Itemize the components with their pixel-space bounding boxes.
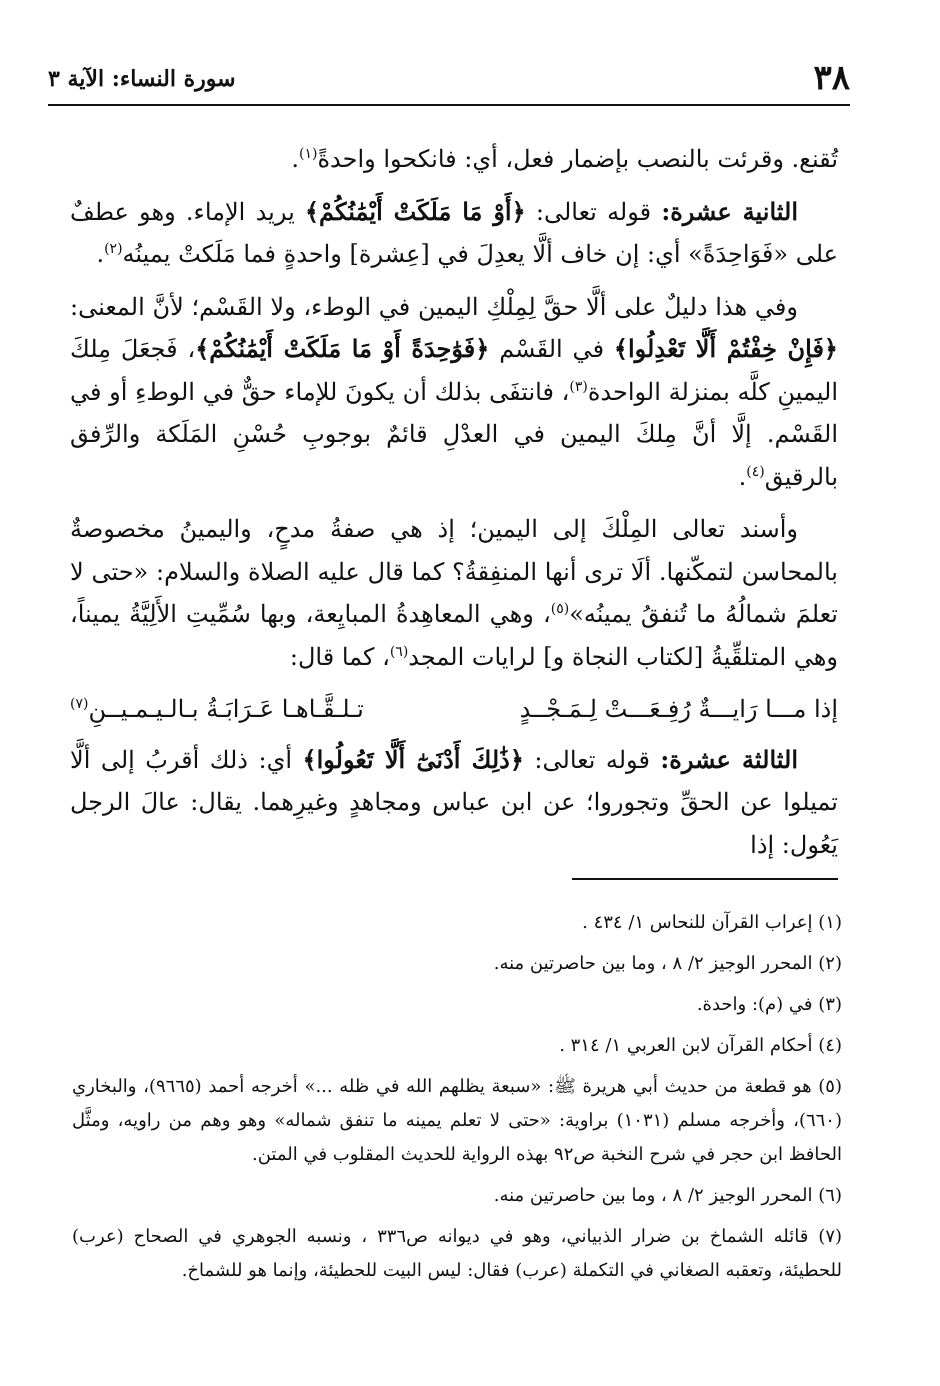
paragraph-1 bbox=[70, 138, 838, 181]
verse-second-hemistich bbox=[70, 688, 364, 731]
page-header bbox=[48, 58, 850, 106]
footnote-ref: (٢) bbox=[104, 241, 123, 257]
footnotes bbox=[72, 906, 842, 1295]
footnote-2: (٢) المحرر الوجيز ٢/ ٨ ، وما بين حاصرتين منه. bbox=[493, 953, 842, 974]
footnote-6: (٦) المحرر الوجيز ٢/ ٨ ، وما بين حاصرتين منه. bbox=[493, 1185, 842, 1206]
footnote-5: (٥) هو قطعة من حديث أبي هريرة ﷺ: «سبعة يظلهم الله في ظله ...» أخرجه أحمد (٩٦٦٥)، والبخاري (٦٦٠)، وأخرجه مسلم (١٠٣١) براوية: «حتى لا تعلم يمينه ما تنفق شماله» وهو وهم من راويه، ومثَّل الحافظ ابن حجر في شرح النخبة ص٩٢ بهذه الرواية للحديث المقلوب في المتن. bbox=[72, 1076, 843, 1165]
verse-first-hemistich: إذا مـــا رَايـــةٌ رُفِـعَـــتْ لِـمَـجْــدٍ bbox=[519, 695, 838, 723]
footnote-1: (١) إعراب القرآن للنحاس ١/ ٤٣٤ . bbox=[582, 912, 842, 933]
running-title: سورة النساء: الآية ٣ bbox=[48, 66, 236, 92]
text-segment: ، فَجعَلَ مِلكَ اليمينِ كلَّه بمنزلة الواحدة bbox=[70, 335, 838, 406]
paragraph-5 bbox=[70, 739, 838, 867]
text-segment: تـلـقَّـاهـا عَـرَابَـةُ بـالـيـمـيــنِ bbox=[88, 695, 364, 723]
footnote-divider bbox=[572, 878, 838, 880]
text-segment: ، وهي المعاهِدةُ المبايِعة، وبها سُمِّيتِ الأَلِيَّةُ يميناً، وهي المتلقِّيةُ [لكتاب النجاة و] لرايات المجد bbox=[70, 600, 838, 671]
quran-quote: ﴿ذَٰلِكَ أَدْنَىٰٓ أَلَّا تَعُولُوا﴾ bbox=[302, 744, 524, 774]
text-segment: أي: ذلك أقربُ إلى ألَّا تميلوا عن الحقِّ وتجوروا؛ عن ابن عباس ومجاهدٍ وغيرِهما. يقال: عالَ الرجل يَعُول: إذا bbox=[70, 745, 838, 859]
section-heading: الثانية عشرة: bbox=[661, 196, 798, 226]
paragraph-2 bbox=[70, 191, 838, 276]
section-heading: الثالثة عشرة: bbox=[660, 744, 798, 774]
text-segment: يريد الإماء. وهو عطفٌ على «فَوَاحِدَةً» أي: إن خاف ألَّا يعدِلَ في [عِشرة] واحدةٍ فما مَلَكتْ يمينُه bbox=[70, 197, 838, 268]
text-segment: . bbox=[291, 145, 299, 173]
page-number: ٣٨ bbox=[813, 58, 850, 98]
footnote-4: (٤) أحكام القرآن لابن العربي ١/ ٣١٤ . bbox=[559, 1035, 842, 1056]
paragraph-3 bbox=[70, 286, 838, 499]
text-segment: ، فانتفَى بذلك أن يكونَ للإماء حقٌّ في الوطءِ أو في القَسْم. إلَّا أنَّ مِلكَ اليمين في العدْلِ قائمٌ بوجوبِ حُسْنِ المَلَكة والرِّفق بالرقيق bbox=[70, 377, 838, 491]
text-segment: قوله تعالى: bbox=[525, 197, 662, 226]
footnote-ref: (٦) bbox=[389, 643, 409, 660]
footnote-3: (٣) في (م): واحدة. bbox=[696, 994, 842, 1015]
quran-quote: ﴿أَوْ مَا مَلَكَتْ أَيْمَٰنُكُمْ﴾ bbox=[304, 196, 526, 226]
footnote-ref: (١) bbox=[298, 146, 318, 162]
footnote-ref: (٣) bbox=[569, 378, 588, 395]
text-segment: قوله تعالى: bbox=[523, 745, 661, 774]
quran-quote: ﴿فَوَٰحِدَةً أَوْ مَا مَلَكَتْ أَيْمَٰنُكُمْ﴾ bbox=[195, 334, 490, 363]
poetry-verse bbox=[70, 688, 838, 731]
text-segment: . bbox=[96, 240, 105, 268]
text-segment: وأسند تعالى المِلْكَ إلى اليمين؛ إذ هي صفةُ مدحٍ، واليمينُ مخصوصةٌ بالمحاسن لتمكّنها. ألَا ترى أنها المنفِقةُ؟ كما قال عليه الصلاة والسلام: «حتى لا تعلمَ شمالُهُ ما تُنفقُ يمينُه» bbox=[70, 515, 838, 628]
quran-quote: ﴿فَإِنْ خِفْتُمْ أَلَّا تَعْدِلُوا﴾ bbox=[613, 334, 838, 363]
footnote-ref: (٧) bbox=[70, 696, 89, 712]
main-text bbox=[70, 138, 838, 876]
footnote-ref: (٥) bbox=[550, 601, 570, 617]
footnote-ref: (٤) bbox=[746, 463, 765, 480]
text-segment: . bbox=[738, 462, 747, 491]
text-segment: ، كما قال: bbox=[289, 642, 390, 671]
text-segment: في القَسْم bbox=[489, 335, 614, 363]
text-segment: تُقنع. وقرئت بالنصب بإضمار فعل، أي: فانكحوا واحدةً bbox=[317, 145, 838, 173]
paragraph-4 bbox=[70, 508, 838, 678]
footnote-7: (٧) قائله الشماخ بن ضرار الذبياني، وهو في ديوانه ص٣٣٦ ، ونسبه الجوهري في الصحاح (عرب) للحطيئة، وتعقبه الصغاني في التكملة (عرب) فقال: ليس البيت للحطيئة، وإنما هو للشماخ. bbox=[72, 1226, 843, 1281]
text-segment: وفي هذا دليلٌ على ألَّا حقَّ لِمِلْكِ اليمين في الوطء، ولا القَسْم؛ لأنَّ المعنى: bbox=[70, 292, 798, 321]
